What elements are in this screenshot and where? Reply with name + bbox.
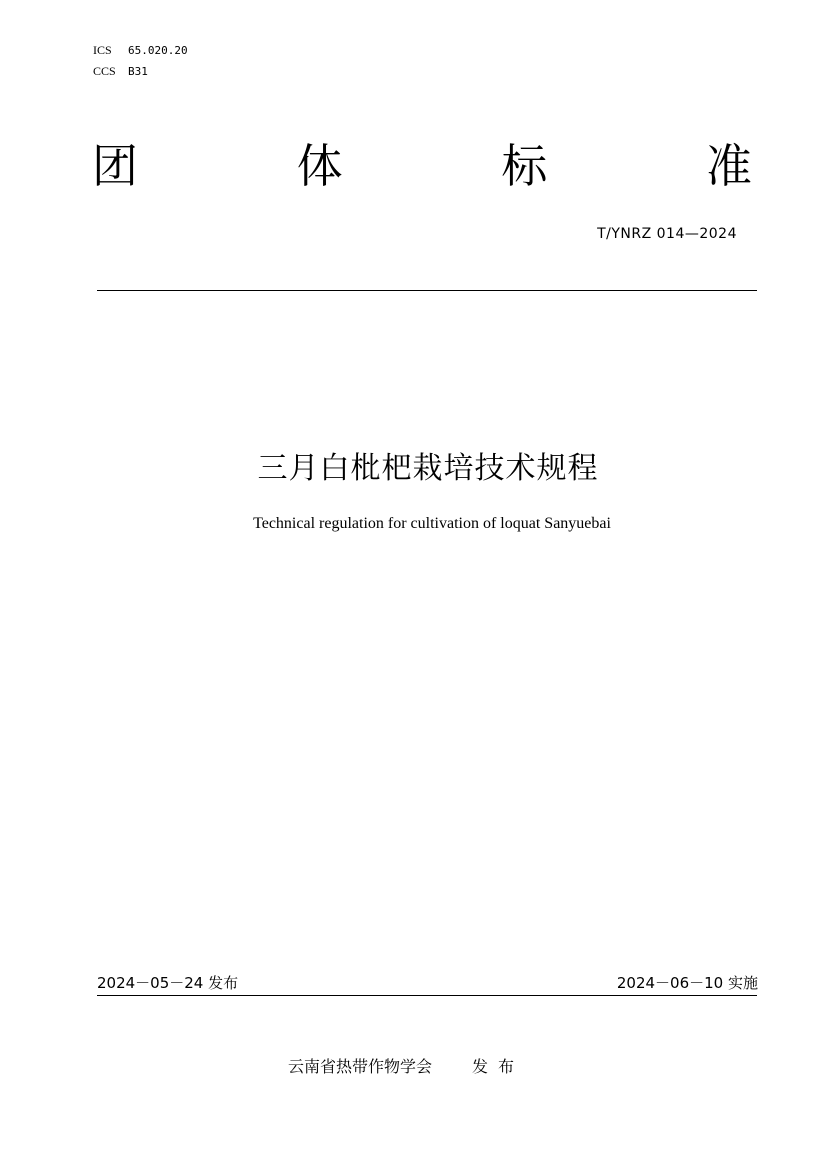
ics-value: 65.020.20 bbox=[128, 44, 188, 57]
ccs-value: B31 bbox=[128, 65, 148, 78]
implement-date: 2024－06－10 实施 bbox=[616, 974, 758, 992]
issue-date: 2024－05－24 发布 bbox=[97, 974, 239, 992]
document-title-cn: 三月白枇杷栽培技术规程 bbox=[257, 451, 599, 486]
publish-word: 发布 bbox=[472, 1057, 525, 1076]
title-char-1: 团 bbox=[92, 139, 138, 193]
top-divider bbox=[97, 290, 757, 291]
title-char-3: 标 bbox=[501, 139, 548, 193]
standard-number: T/YNRZ 014—2024 bbox=[597, 226, 737, 242]
bottom-divider bbox=[97, 995, 757, 996]
classification-codes bbox=[93, 40, 188, 82]
ics-label: ICS bbox=[93, 43, 112, 57]
publisher-name: 云南省热带作物学会 bbox=[288, 1057, 433, 1076]
ics-line bbox=[93, 40, 188, 61]
document-title-en: Technical regulation for cultivation of loquat Sanyuebai bbox=[253, 515, 611, 532]
ccs-label: CCS bbox=[93, 64, 116, 78]
standard-type-title bbox=[92, 136, 752, 196]
title-char-2: 体 bbox=[296, 139, 343, 193]
ccs-line bbox=[93, 61, 188, 82]
publisher-line bbox=[288, 1054, 524, 1077]
title-char-4: 准 bbox=[705, 139, 752, 193]
